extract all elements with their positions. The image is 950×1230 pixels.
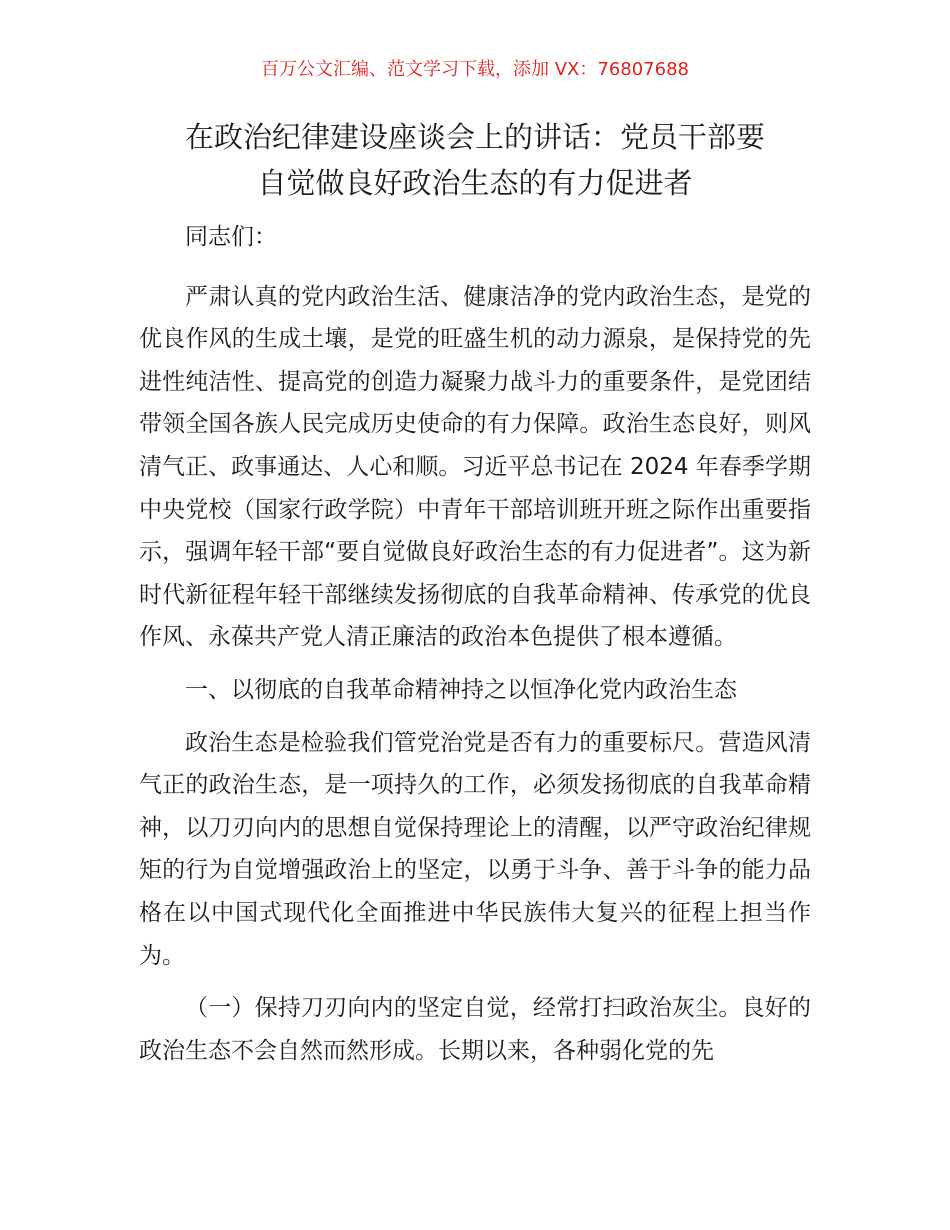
- title-line-2: 自觉做良好政治生态的有力促进者: [257, 166, 693, 200]
- document-body: [139, 216, 811, 1082]
- title-line-1: 在政治纪律建设座谈会上的讲话：党员干部要: [184, 120, 765, 154]
- paragraph-intro: 严肃认真的党内政治生活、健康洁净的党内政治生态，是党的优良作风的生成土壤，是党的旺盛生机的动力源泉，是保持党的先进性纯洁性、提高党的创造力凝聚力战斗力的重要条件，是党团结带领全国各族人民完成历史使命的有力保障。政治生态良好，则风清气正、政事通达、人心和顺。习近平总书记在 2024 年春季学期中央党校（国家行政学院）中青年干部培训班开班之际作出重要指示，强调年轻干部“要自觉做良好政治生态的有力促进者”。这为新时代新征程年轻干部继续发扬彻底的自我革命精神、传承党的优良作风、永葆共产党人清正廉洁的政治本色提供了根本遵循。: [139, 283, 811, 651]
- paragraph-subsection-1: （一）保持刀刃向内的坚定自觉，经常打扫政治灰尘。良好的政治生态不会自然而然形成。长期以来，各种弱化党的先: [139, 995, 811, 1064]
- document-title: [120, 114, 830, 206]
- section-heading-1: 一、以彻底的自我革命精神持之以恒净化党内政治生态: [185, 676, 737, 703]
- paragraph-section-1: 政治生态是检验我们管党治党是否有力的重要标尺。营造风清气正的政治生态，是一项持久的工作，必须发扬彻底的自我革命精神，以刀刃向内的思想自觉保持理论上的清醒，以严守政治纪律规矩的行为自觉增强政治上的坚定，以勇于斗争、善于斗争的能力品格在以中国式现代化全面推进中华民族伟大复兴的征程上担当作为。: [139, 729, 811, 969]
- salutation: 同志们：: [185, 224, 277, 250]
- header-banner: 百万公文汇编、范文学习下载，添加 VX：76807688: [261, 59, 689, 80]
